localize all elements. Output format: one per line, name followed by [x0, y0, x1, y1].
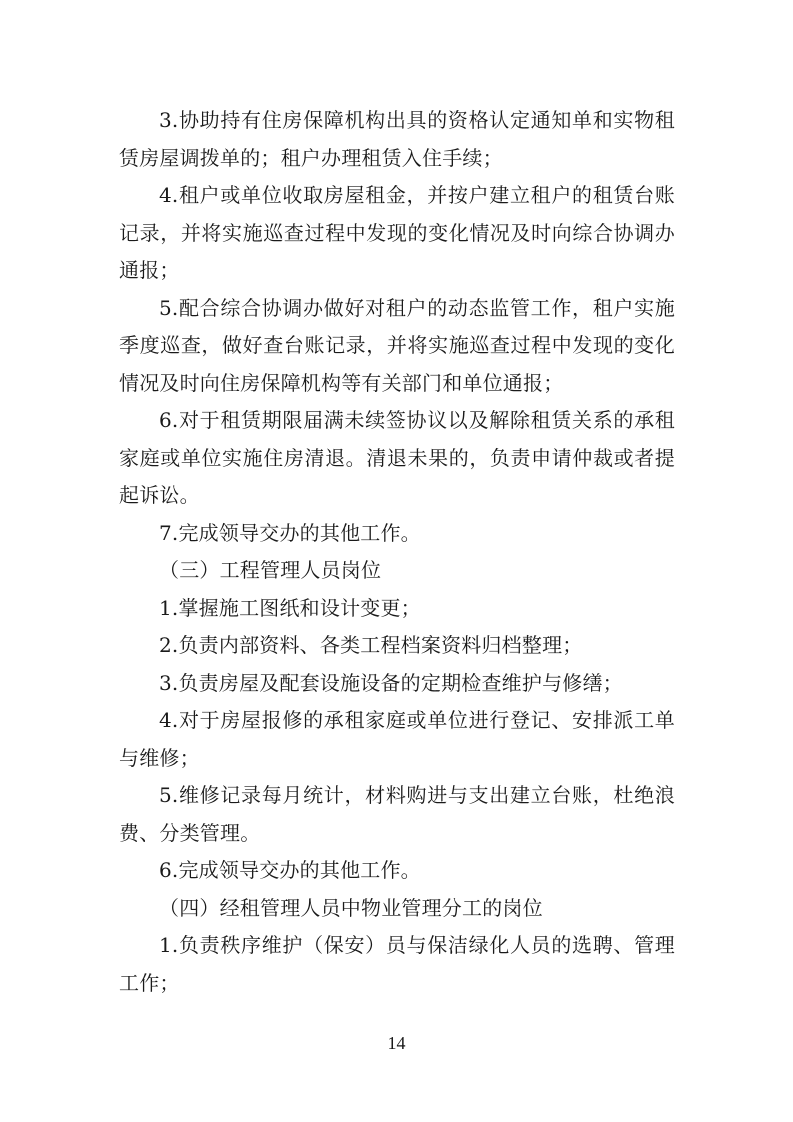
- engineering-item-6: 6.完成领导交办的其他工作。: [159, 858, 421, 882]
- paragraph-item-4: 4.租户或单位收取房屋租金，并按户建立租户的租赁台账记录，并将实施巡查过程中发现的变化情况及时向综合协调办通报；: [119, 183, 675, 282]
- engineering-item-5: 5.维修记录每月统计，材料购进与支出建立台账，杜绝浪费、分类管理。: [119, 783, 675, 845]
- engineering-item-3: 3.负责房屋及配套设施设备的定期检查维护与修缮；: [159, 670, 623, 695]
- property-item-1: 1.负责秩序维护（保安）员与保洁绿化人员的选聘、管理工作；: [119, 933, 675, 995]
- paragraph-item-5: 5.配合综合协调办做好对租户的动态监管工作，租户实施季度巡查，做好查台账记录，并将实施巡查过程中发现的变化情况及时向住房保障机构等有关部门和单位通报；: [119, 295, 675, 395]
- section-heading-3: （三）工程管理人员岗位: [159, 558, 382, 582]
- section-heading-4: （四）经租管理人员中物业管理分工的岗位: [159, 895, 543, 920]
- engineering-item-4: 4.对于房屋报修的承租家庭或单位进行登记、安排派工单与维修；: [119, 708, 675, 770]
- paragraph-item-6: 6.对于租赁期限届满未续签协议以及解除租赁关系的承租家庭或单位实施住房清退。清退未果的，负责申请仲裁或者提起诉讼。: [119, 408, 675, 507]
- paragraph-item-7: 7.完成领导交办的其他工作。: [159, 520, 421, 545]
- page-number: 14: [387, 1033, 406, 1053]
- paragraph-item-3: 3.协助持有住房保障机构出具的资格认定通知单和实物租赁房屋调拨单的；租户办理租赁入住手续；: [119, 108, 675, 170]
- document-body: [119, 102, 675, 1002]
- engineering-item-1: 1.掌握施工图纸和设计变更；: [159, 595, 421, 620]
- engineering-item-2: 2.负责内部资料、各类工程档案资料归档整理；: [159, 633, 583, 657]
